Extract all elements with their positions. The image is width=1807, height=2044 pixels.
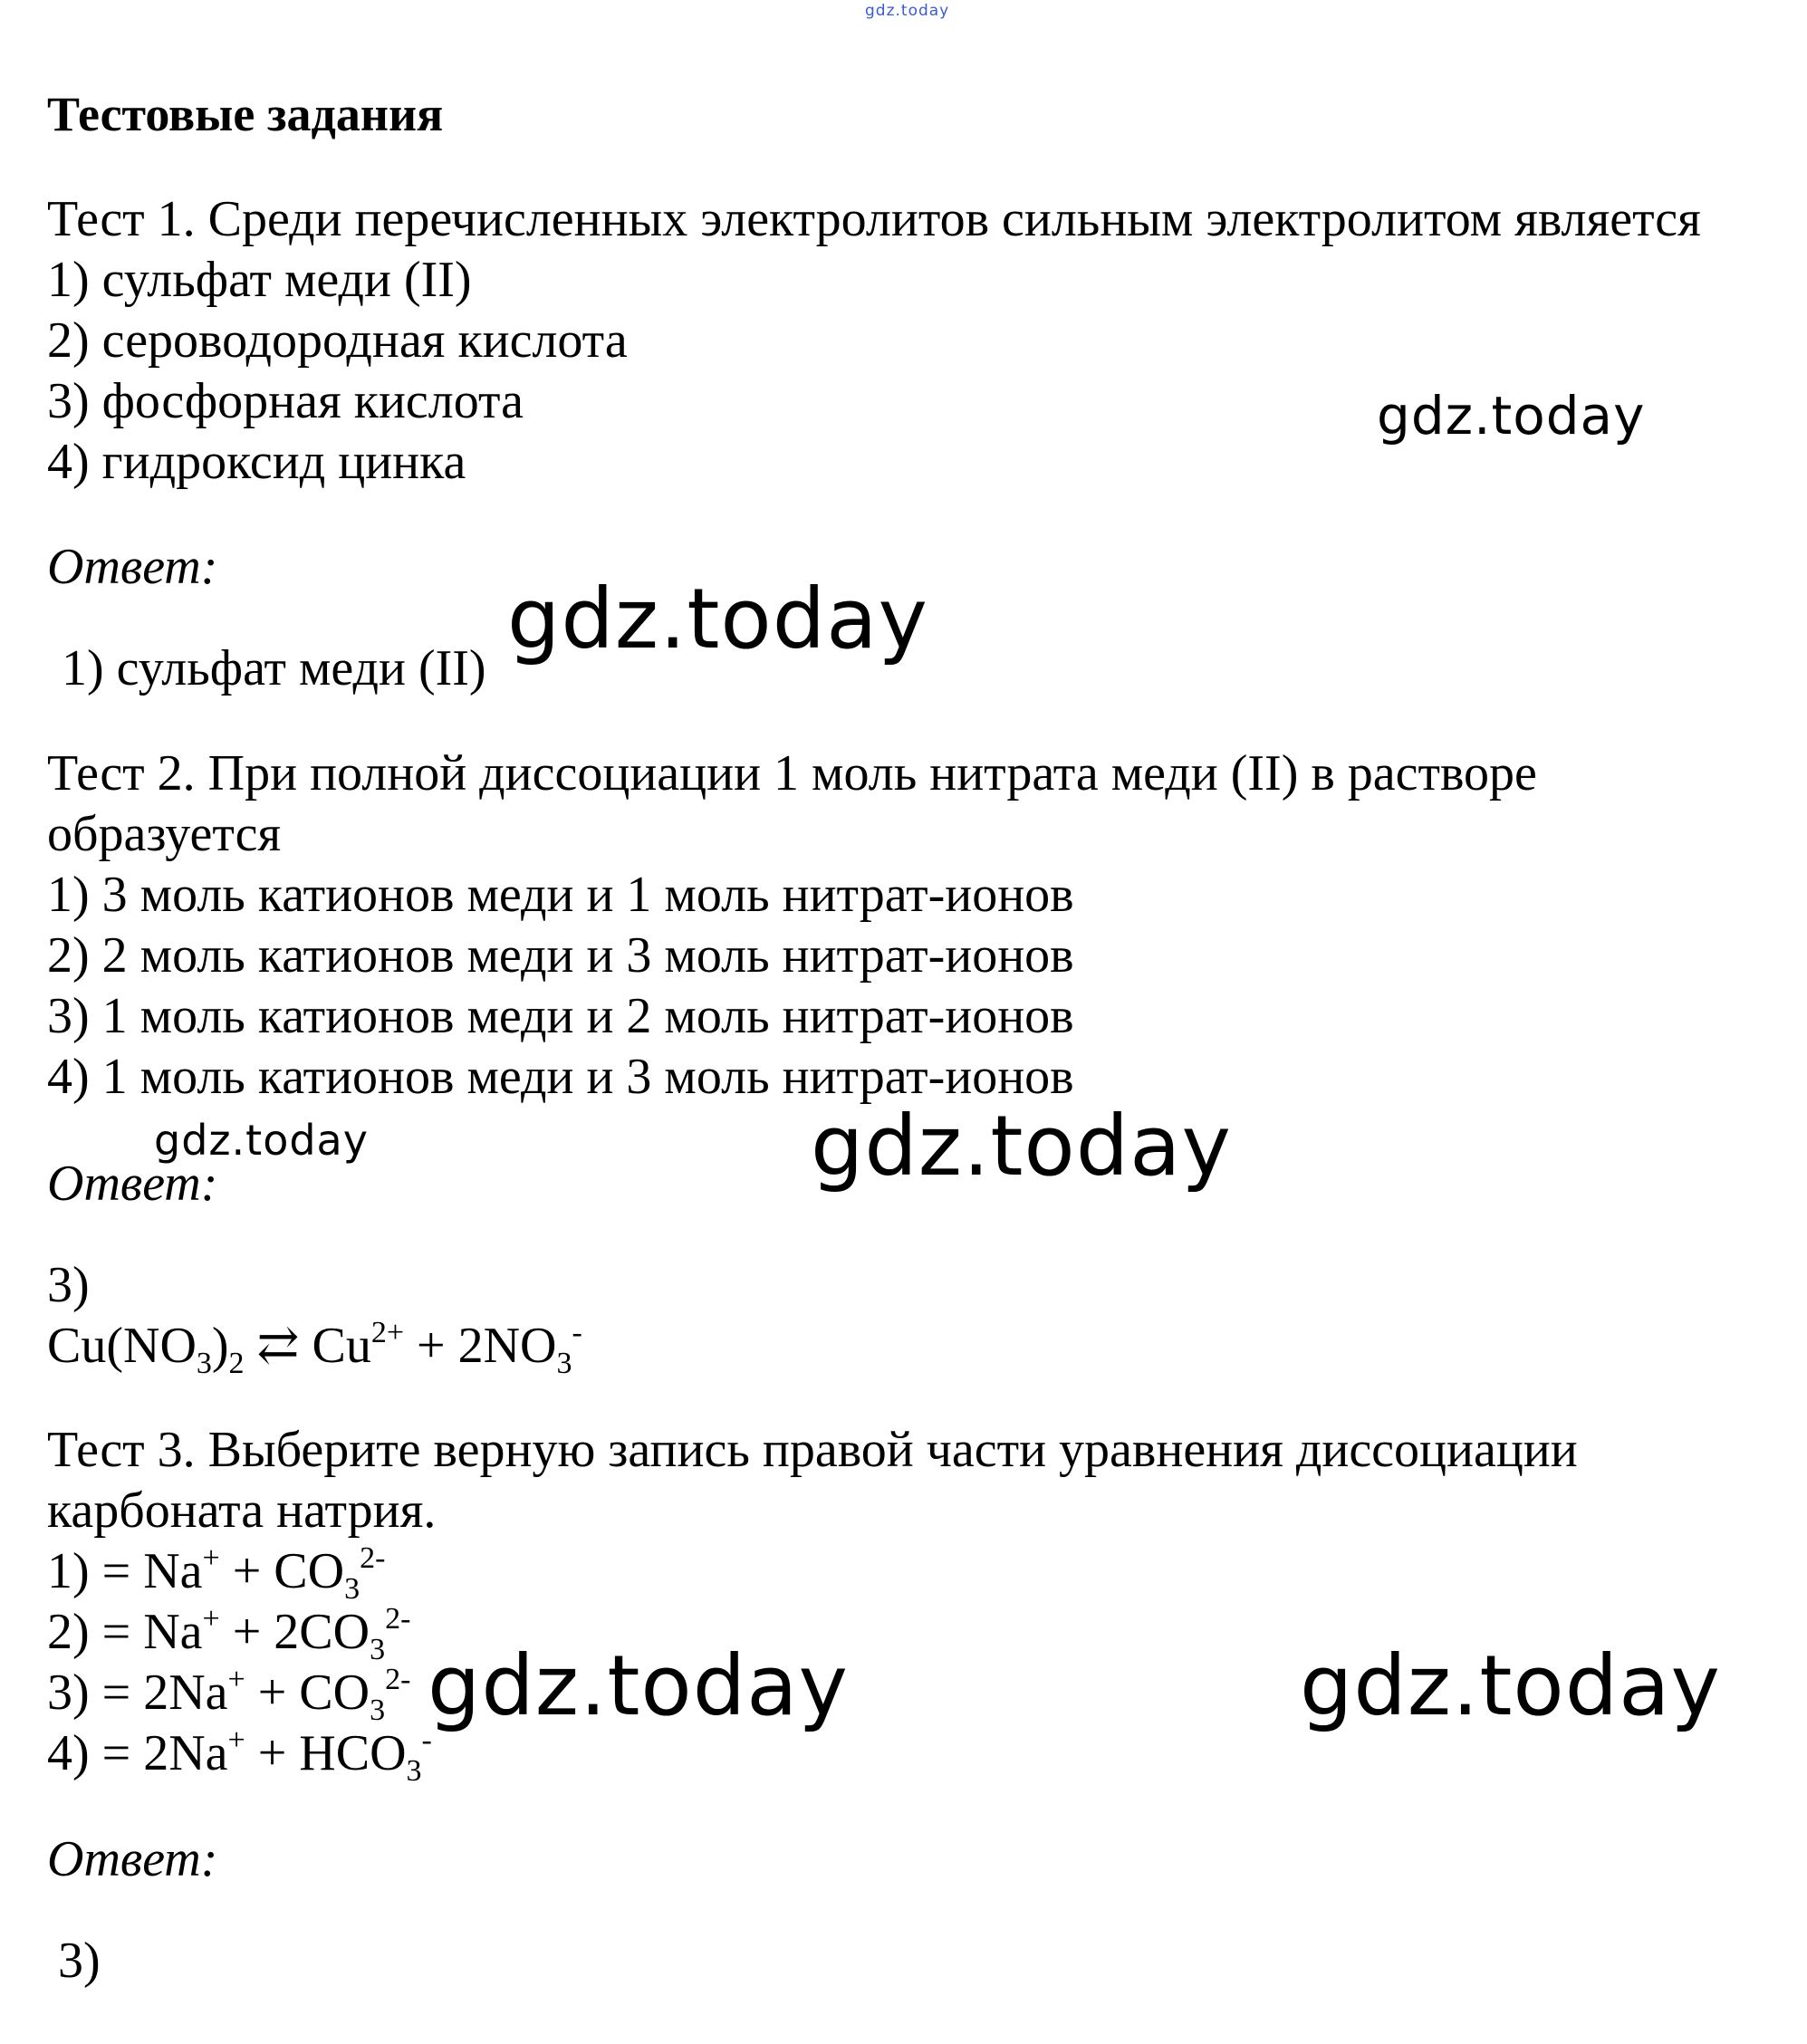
equation-bracket: ) — [211, 1318, 229, 1374]
watermark-5: gdz.today — [428, 1637, 849, 1734]
test-2-answer: 3) — [47, 1257, 90, 1313]
test-3-option-1 — [47, 1541, 386, 1606]
test-2-option-2: 2) 2 моль катионов меди и 3 моль нитрат-ионов — [47, 927, 1074, 984]
test-1-option-3: 3) фосфорная кислота — [47, 373, 524, 429]
test-3-question-line-1: Тест 3. Выберите верную запись правой части уравнения диссоциации — [47, 1422, 1578, 1478]
test-2-option-1: 1) 3 моль катионов меди и 1 моль нитрат-ионов — [47, 867, 1074, 923]
equation-reactant: Cu(NO — [47, 1318, 197, 1374]
equation-charge: 2+ — [370, 1316, 405, 1349]
watermark-6: gdz.today — [1300, 1637, 1721, 1734]
option-text: 4) = 2Na — [47, 1725, 228, 1781]
test-3-answer: 3) — [58, 1933, 101, 1989]
test-2-question-line-2: образуется — [47, 806, 282, 862]
test-2-question-line-1: Тест 2. При полной диссоциации 1 моль нитрата меди (II) в растворе — [47, 745, 1537, 801]
option-charge: + — [202, 1602, 220, 1636]
equilibrium-arrow-icon: ⇄ — [244, 1318, 312, 1374]
page-title: Тестовые задания — [47, 87, 444, 141]
option-charge: + — [227, 1723, 245, 1757]
option-subscript: 3 — [370, 1694, 386, 1727]
test-1-option-4: 4) гидроксид цинка — [47, 434, 466, 490]
test-3-option-4 — [47, 1723, 432, 1788]
test-3-answer-label: Ответ: — [47, 1831, 218, 1887]
test-1-option-1: 1) сульфат меди (II) — [47, 252, 472, 308]
test-1-answer: 1) сульфат меди (II) — [62, 640, 486, 696]
test-3-question-line-2: карбоната натрия. — [47, 1483, 437, 1539]
option-text: + HCO — [245, 1725, 407, 1781]
test-3-option-2 — [47, 1602, 411, 1666]
option-text: 1) = Na — [47, 1543, 203, 1599]
test-2-answer-label: Ответ: — [47, 1156, 218, 1212]
test-2-option-3: 3) 1 моль катионов меди и 2 моль нитрат-ионов — [47, 988, 1074, 1044]
watermark-2: gdz.today — [507, 571, 928, 667]
equation-charge: - — [572, 1316, 582, 1349]
option-charge: - — [421, 1723, 432, 1757]
equation-plus: + — [404, 1318, 458, 1374]
test-2-answer-equation — [47, 1316, 582, 1380]
option-text: + CO — [219, 1543, 345, 1599]
option-charge: 2- — [385, 1602, 411, 1636]
equation-product: 2NO — [457, 1318, 557, 1374]
test-3-option-3 — [47, 1663, 411, 1727]
equation-product: Cu — [312, 1318, 371, 1374]
watermark-4: gdz.today — [811, 1098, 1232, 1195]
equation-subscript: 2 — [228, 1347, 245, 1380]
option-text: + 2CO — [219, 1604, 370, 1660]
equation-subscript: 3 — [196, 1347, 212, 1380]
watermark-top: gdz.today — [865, 2, 950, 20]
option-charge: + — [227, 1663, 245, 1696]
watermark-3: gdz.today — [154, 1116, 369, 1165]
test-1-option-2: 2) сероводородная кислота — [47, 312, 628, 369]
equation-subscript: 3 — [556, 1347, 572, 1380]
option-subscript: 3 — [406, 1754, 422, 1788]
option-charge: + — [202, 1541, 220, 1575]
watermark-1: gdz.today — [1377, 385, 1646, 446]
test-1-question: Тест 1. Среди перечисленных электролитов сильным электролитом является — [47, 191, 1701, 247]
option-text: + CO — [245, 1665, 370, 1721]
option-charge: 2- — [385, 1663, 411, 1696]
option-subscript: 3 — [370, 1633, 386, 1666]
test-1-answer-label: Ответ: — [47, 539, 218, 595]
option-charge: 2- — [360, 1541, 386, 1575]
option-text: 2) = Na — [47, 1604, 203, 1660]
option-text: 3) = 2Na — [47, 1665, 228, 1721]
test-2-option-4: 4) 1 моль катионов меди и 3 моль нитрат-ионов — [47, 1049, 1074, 1105]
option-subscript: 3 — [344, 1572, 360, 1606]
